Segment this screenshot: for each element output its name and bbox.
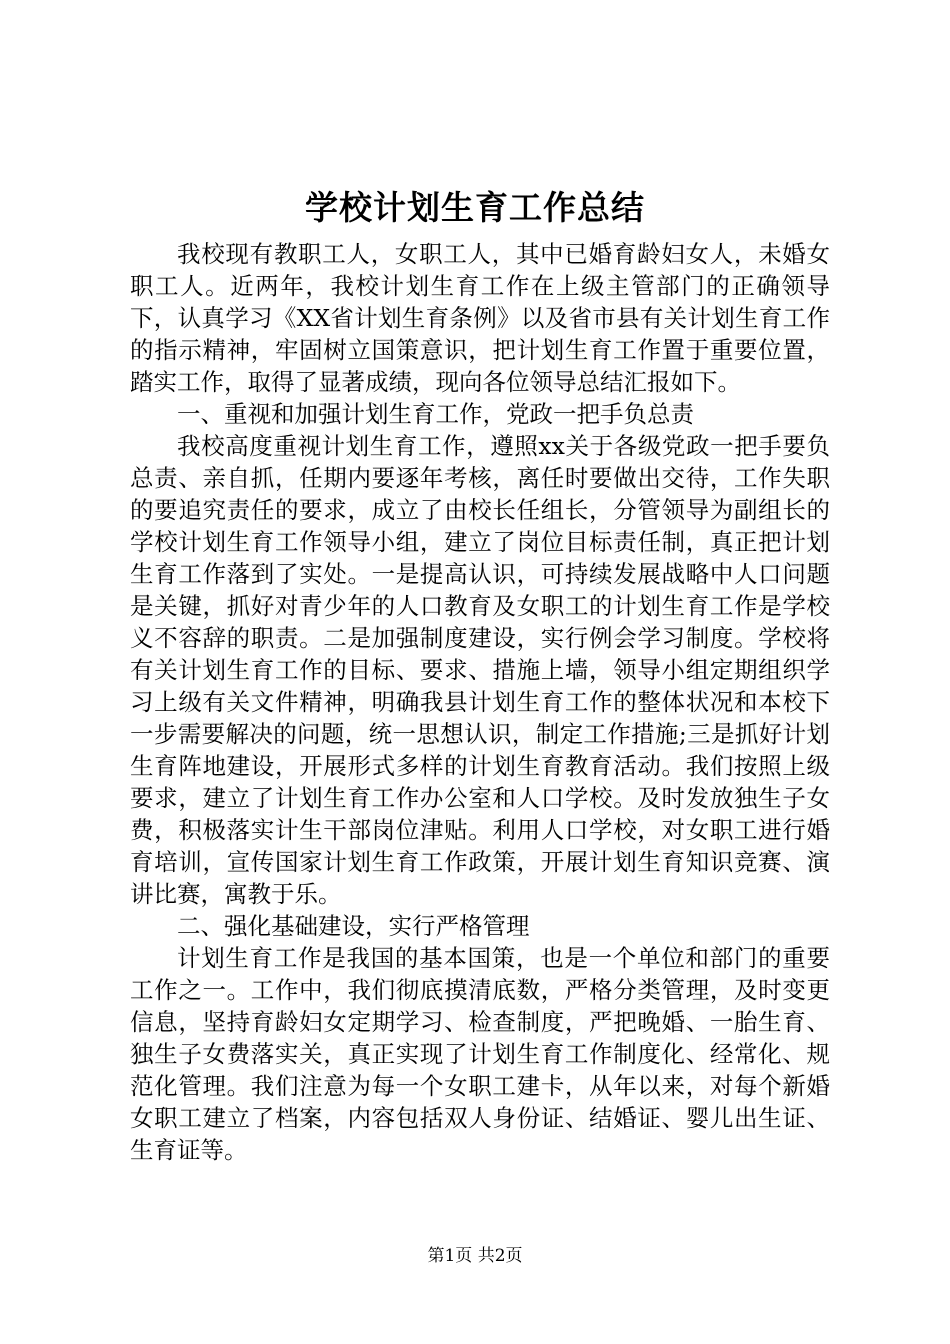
document-title: 学校计划生育工作总结 bbox=[305, 188, 645, 227]
page-number-footer: 第1页 共2页 bbox=[427, 1246, 523, 1266]
document-body bbox=[130, 238, 830, 1166]
paragraph-section-1: 我校高度重视计划生育工作，遵照xx关于各级党政一把手要负总责、亲自抓，任期内要逐年考核，离任时要做出交待，工作失职的要追究责任的要求，成立了由校长任组长，分管领导为副组长的学校计划生育工作领导小组，建立了岗位目标责任制，真正把计划生育工作落到了实处。一是提高认识，可持续发展战略中人口问题是关键，抓好对青少年的人口教育及女职工的计划生育工作是学校义不容辞的职责。二是加强制度建设，实行例会学习制度。学校将有关计划生育工作的目标、要求、措施上墙，领导小组定期组织学习上级有关文件精神，明确我县计划生育工作的整体状况和本校下一步需要解决的问题，统一思想认识，制定工作措施;三是抓好计划生育阵地建设，开展形式多样的计划生育教育活动。我们按照上级要求，建立了计划生育工作办公室和人口学校。及时发放独生子女费，积极落实计生干部岗位津贴。利用人口学校，对女职工进行婚育培训，宣传国家计划生育工作政策，开展计划生育知识竞赛、演讲比赛，寓教于乐。 bbox=[130, 432, 830, 908]
section-heading-2: 二、强化基础建设，实行严格管理 bbox=[177, 912, 530, 940]
section-heading-1: 一、重视和加强计划生育工作，党政一把手负总责 bbox=[177, 400, 694, 428]
paragraph-intro: 我校现有教职工人，女职工人，其中已婚育龄妇女人，未婚女职工人。近两年，我校计划生育工作在上级主管部门的正确领导下，认真学习《XX省计划生育条例》以及省市县有关计划生育工作的指示精神，牢固树立国策意识，把计划生育工作置于重要位置，踏实工作，取得了显著成绩，现向各位领导总结汇报如下。 bbox=[130, 240, 830, 396]
paragraph-section-2: 计划生育工作是我国的基本国策，也是一个单位和部门的重要工作之一。工作中，我们彻底摸清底数，严格分类管理，及时变更信息，坚持育龄妇女定期学习、检查制度，严把晚婚、一胎生育、独生子女费落实关，真正实现了计划生育工作制度化、经常化、规范化管理。我们注意为每一个女职工建卡，从年以来，对每个新婚女职工建立了档案，内容包括双人身份证、结婚证、婴儿出生证、生育证等。 bbox=[130, 944, 830, 1164]
